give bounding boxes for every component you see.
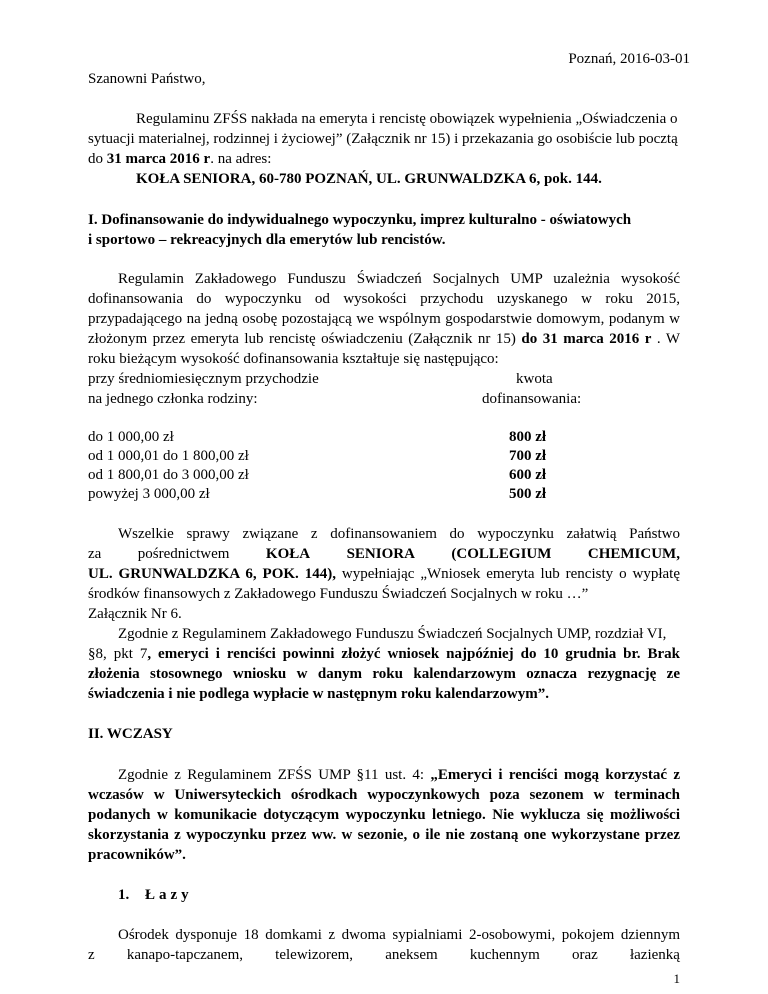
subsection-title: Łazy bbox=[145, 887, 193, 903]
procedure-line-2: za pośrednictwem KOŁA SENIORA (COLLEGIUM CHEMICUM, bbox=[88, 546, 680, 562]
section-2-quote-line-5: pracowników”. bbox=[88, 847, 186, 863]
rule-line-4: świadczenia i nie podlega wypłacie w następnym roku kalendarzowym”. bbox=[88, 686, 549, 702]
income-range: od 1 800,01 do 3 000,00 zł bbox=[88, 467, 249, 483]
col-income-header-1: przy średniomiesięcznym przychodzie bbox=[88, 371, 319, 387]
rule-line-3: złożenia stosownego wniosku w danym roku kalendarzowym oznacza rezygnację ze bbox=[88, 666, 680, 682]
rule-line-1: Zgodnie z Regulaminem Zakładowego Funduszu Świadczeń Socjalnych UMP, rozdział VI, bbox=[118, 626, 667, 642]
section-1-para-line-1: Regulamin Zakładowego Funduszu Świadczeń Socjalnych UMP uzależnia wysokość bbox=[118, 271, 680, 287]
resort-line-2: z kanapo-tapczanem, telewizorem, aneksem kuchennym oraz łazienką bbox=[88, 947, 680, 963]
income-range: do 1 000,00 zł bbox=[88, 429, 174, 445]
rule-line-2: §8, pkt 7, emeryci i renciści powinni złożyć wniosek najpóźniej do 10 grudnia br. Brak bbox=[88, 646, 680, 662]
page-number: 1 bbox=[673, 971, 680, 986]
col-income-header-2: na jednego członka rodziny: bbox=[88, 391, 258, 407]
col-amount-header-1: kwota bbox=[516, 371, 553, 387]
intro-line-2: sytuacji materialnej, rodzinnej i życiowej” (Załącznik nr 15) i przekazania go osobiście lub pocztą bbox=[88, 131, 678, 147]
subsidy-amount: 600 zł bbox=[509, 467, 547, 483]
intro-line-3: do 31 marca 2016 r. na adres: bbox=[88, 151, 272, 167]
subsidy-amount: 700 zł bbox=[509, 448, 547, 464]
document-date: Poznań, 2016-03-01 bbox=[568, 51, 690, 67]
procedure-line-3: UL. GRUNWALDZKA 6, POK. 144), wypełniając „Wniosek emeryta lub rencisty o wypłatę bbox=[88, 566, 680, 582]
section-2-title: II. WCZASY bbox=[88, 726, 173, 742]
income-range: powyżej 3 000,00 zł bbox=[88, 486, 210, 502]
procedure-line-1: Wszelkie sprawy związane z dofinansowaniem do wypoczynku załatwią Państwo bbox=[118, 526, 680, 542]
salutation: Szanowni Państwo, bbox=[88, 71, 206, 87]
section-2-quote-line-2: wczasów w Uniwersyteckich ośrodkach wypoczynkowych poza sezonem w terminach bbox=[88, 787, 680, 803]
section-1-para-line-4: złożonym przez emeryta lub rencistę oświadczeniu (Załącznik nr 15) do 31 marca 2016 r . W bbox=[88, 331, 681, 347]
income-range: od 1 000,01 do 1 800,00 zł bbox=[88, 448, 249, 464]
address: KOŁA SENIORA, 60-780 POZNAŃ, UL. GRUNWALDZKA 6, pok. 144. bbox=[136, 171, 602, 187]
section-2-quote-line-4: skorzystania z wypoczynku przez ww. w sezonie, o ile nie zostaną one wykorzystane przez bbox=[88, 827, 680, 843]
section-1-para-line-2: dofinansowania do wypoczynku od wysokości przychodu uzyskanego w roku 2015, bbox=[88, 291, 680, 307]
subsection-number: 1. bbox=[118, 887, 130, 903]
deadline-date: 31 marca 2016 r bbox=[106, 151, 211, 167]
section-1-para-line-5: roku bieżącym wysokość dofinansowania kształtuje się następująco: bbox=[88, 351, 499, 367]
section-1-title-line-1: I. Dofinansowanie do indywidualnego wypoczynku, imprez kulturalno - oświatowych bbox=[88, 212, 632, 228]
intro-line-1: Regulaminu ZFŚS nakłada na emeryta i rencistę obowiązek wypełnienia „Oświadczenia o bbox=[136, 111, 678, 127]
col-amount-header-2: dofinansowania: bbox=[482, 391, 582, 407]
procedure-line-5: Załącznik Nr 6. bbox=[88, 606, 182, 622]
section-1-title-line-2: i sportowo – rekreacyjnych dla emerytów lub rencistów. bbox=[88, 232, 446, 248]
section-1-para-line-3: przypadającego na jedną osobę pozostającą we wspólnym gospodarstwie domowym, podanym w bbox=[88, 311, 680, 327]
subsidy-amount: 500 zł bbox=[509, 486, 547, 502]
procedure-line-4: środków finansowych z Zakładowego Funduszu Świadczeń Socjalnych w roku …” bbox=[88, 586, 589, 602]
resort-line-1: Ośrodek dysponuje 18 domkami z dwoma sypialniami 2-osobowymi, pokojem dziennym bbox=[118, 927, 680, 943]
section-2-quote-line-3: podanych w komunikacie dotyczącym wypoczynku letniego. Nie wyklucza się możliwości bbox=[88, 807, 680, 823]
subsidy-amount: 800 zł bbox=[509, 429, 547, 445]
section-2-quote-line-1: Zgodnie z Regulaminem ZFŚS UMP §11 ust. 4: „Emeryci i renciści mogą korzystać z bbox=[118, 767, 680, 783]
